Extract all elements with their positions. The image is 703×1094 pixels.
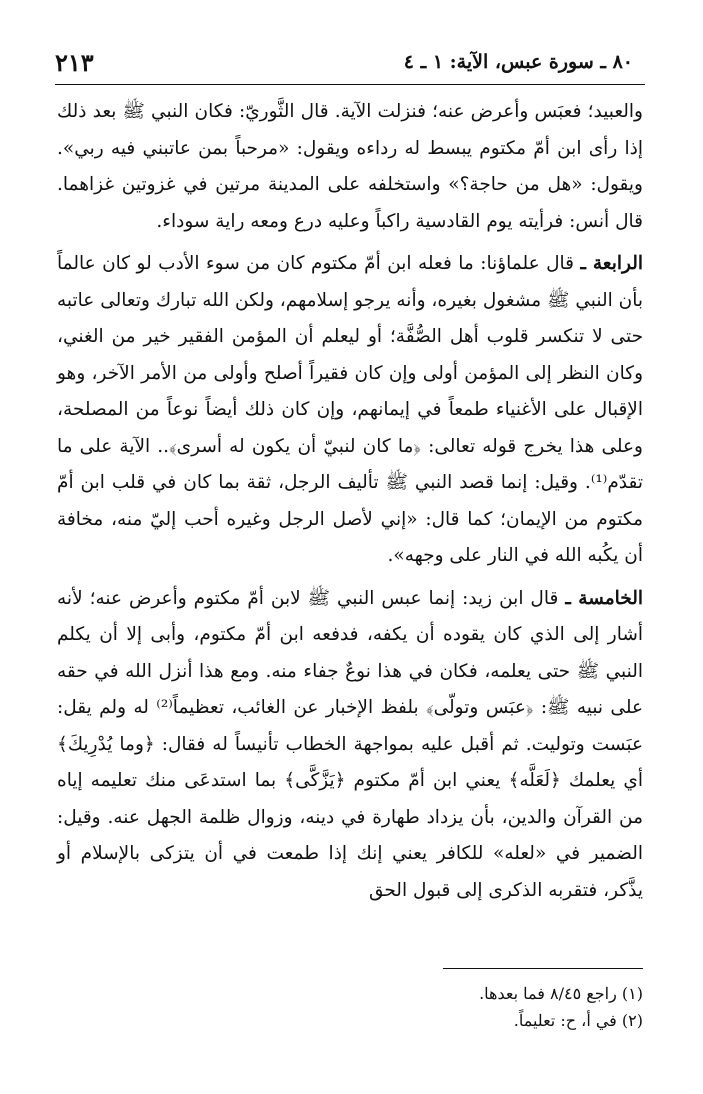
paragraph-3 [57,581,643,910]
running-header-title: ٨٠ ـ سورة عبس، الآية: ١ ـ ٤ [403,51,633,73]
main-text [57,94,643,909]
paragraph-3-text: قال ابن زيد: إنما عبس النبي ﷺ لابن أمّ مكتوم وأعرض عنه؛ لأنه أشار إلى الذي كان يقوده أن يكفه، فدفعه ابن أمّ مكتوم، وأبى إلا أن يكلم النبي ﷺ حتى يعلمه، فكان في هذا نوعٌ جفاء منه. ومع هذا أنزل الله في حقه على نبيه ﷺ: ﴿عبَس وتولّى﴾ بلفظ الإخبار عن الغائب، تعظيماً⁽²⁾ له ولم يقل: عبَست وتوليت. ثم أقبل عليه بمواجهة الخطاب تأنيساً له فقال: ﴿وما يُدْرِيكَ﴾ أي يعلمك ﴿لَعَلَّه﴾ يعني ابن أمّ مكتوم ﴿يَزَّكَّى﴾ بما استدعَى منك تعليمه إياه من القرآن والدين، بأن يزداد طهارة في دينه، وزوال ظلمة الجهل عنه. وقيل: الضمير في «لعله» للكافر يعني إنك إذا طمعت في أن يتزكى بالإسلام أو يذَّكر، فتقربه الذكرى إلى قبول الحق [57,587,643,901]
paragraph-1-text: والعبيد؛ فعبَس وأعرض عنه؛ فنزلت الآية. قال الثَّوريّ: فكان النبي ﷺ بعد ذلك إذا رأى ابن أمّ مكتوم يبسط له رداءه ويقول: «مرحباً بمن عاتبني فيه ربي». ويقول: «هل من حاجة؟» واستخلفه على المدينة مرتين في غزوتين غزاهما. قال أنس: فرأيته يوم القادسية راكباً وعليه درع ومعه راية سوداء. [57,101,643,232]
page-header [55,42,643,82]
paragraph-2-text: قال علماؤنا: ما فعله ابن أمّ مكتوم كان من سوء الأدب لو كان عالماً بأن النبي ﷺ مشغول بغيره، وأنه يرجو إسلامهم، ولكن الله تبارك وتعالى عاتبه حتى لا تنكسر قلوب أهل الصُّفَّة؛ أو ليعلم أن المؤمن الفقير خير من الغني، وكان النظر إلى المؤمن أولى وإن كان فقيراً أصلح وأولى من الأمر الآخر، وهو الإقبال على الأغنياء طمعاً في إيمانهم، وإن كان ذلك أيضاً نوعاً من المصلحة، وعلى هذا يخرج قوله تعالى: ﴿ما كان لنبيّ أن يكون له أسرى﴾.. الآية على ما تقدّم⁽¹⁾. وقيل: إنما قصد النبي ﷺ تأليف الرجل، ثقة بما كان في قلب ابن أمّ مكتوم من الإيمان؛ كما قال: «إني لأصل الرجل وغيره أحب إليّ منه، مخافة أن يكُبه الله في النار على وجهه». [57,253,643,566]
paragraph-1 [57,94,643,240]
paragraph-3-heading: الخامسة ـ [565,587,643,609]
paragraph-2 [57,246,643,575]
footnote-divider [443,968,643,969]
page-number: ٢١٣ [55,47,94,77]
footnotes [200,980,643,1034]
paragraph-2-heading: الرابعة ـ [580,253,643,274]
footnote-2: (٢) في أ، ح: تعليماً. [513,1011,643,1030]
footnote-1: (١) راجع ٨/٤٥ فما بعدها. [479,984,643,1003]
header-divider [55,84,645,85]
